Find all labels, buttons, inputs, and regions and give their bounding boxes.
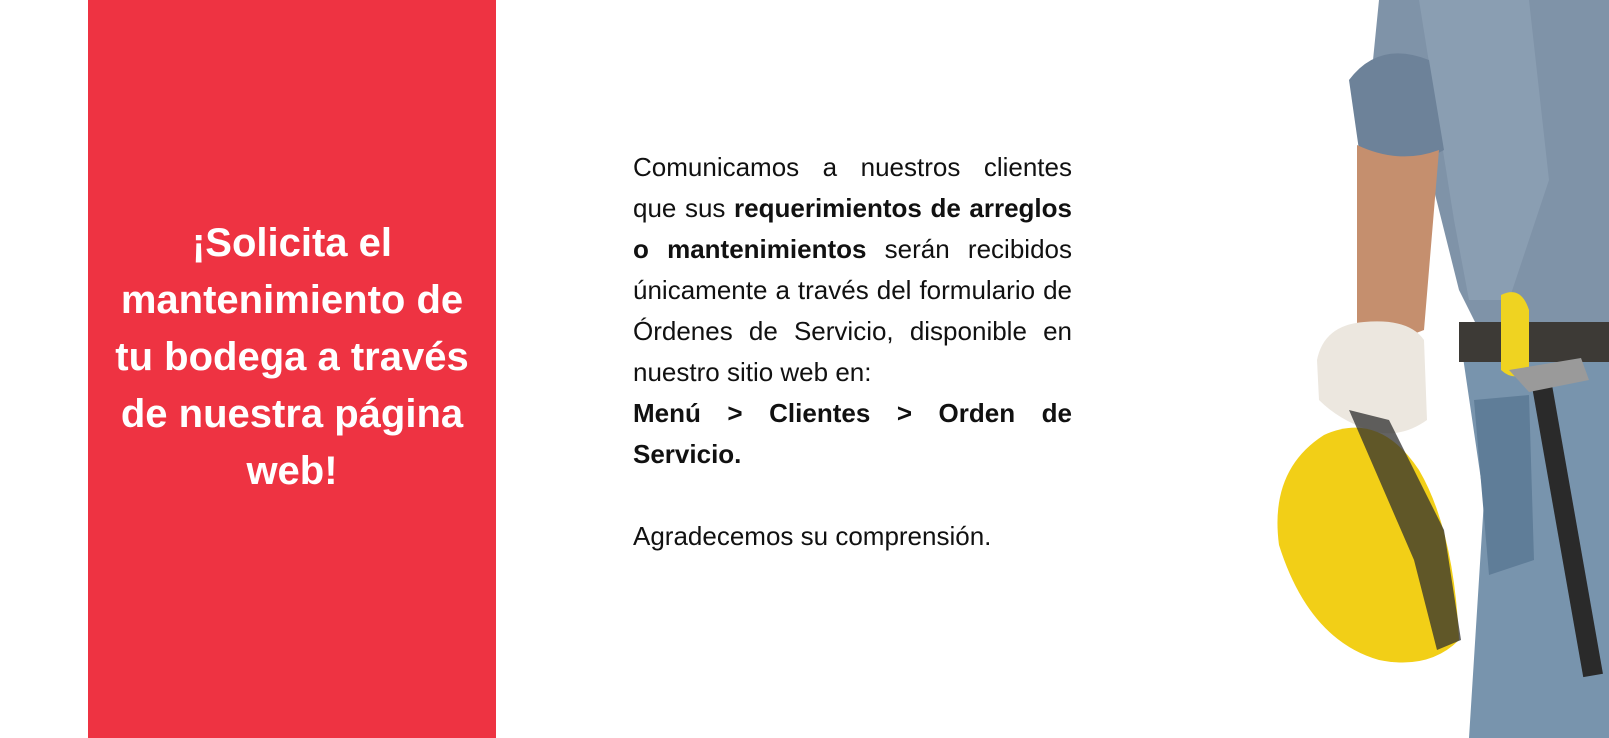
menu-path-instruction: Menú > Clientes > Orden de Servicio. — [633, 398, 1072, 469]
message-intro: Comunicamos a nuestros clientes que sus — [633, 152, 1072, 223]
worker-photo — [1229, 0, 1609, 738]
belt-shape — [1459, 322, 1609, 362]
message-continuation: serán recibidos únicamente a través del formulario de Órdenes de Servicio, disponible en nuestro sitio web en: — [633, 234, 1072, 387]
paragraph-spacer — [633, 475, 1072, 516]
worker-illustration — [1229, 0, 1609, 738]
red-banner-panel — [88, 0, 496, 738]
sleeve-shape — [1349, 53, 1444, 162]
tape-measure-shape — [1501, 292, 1529, 376]
announcement-message — [633, 147, 1072, 557]
forearm-shape — [1357, 145, 1439, 338]
message-highlight: requerimientos de arreglos o mantenimientos — [633, 193, 1072, 264]
message-paragraph — [633, 147, 1072, 393]
banner-heading: ¡Solicita el mantenimiento de tu bodega a través de nuestra página web! — [115, 220, 469, 493]
thanks-text: Agradecemos su comprensión. — [633, 521, 992, 551]
